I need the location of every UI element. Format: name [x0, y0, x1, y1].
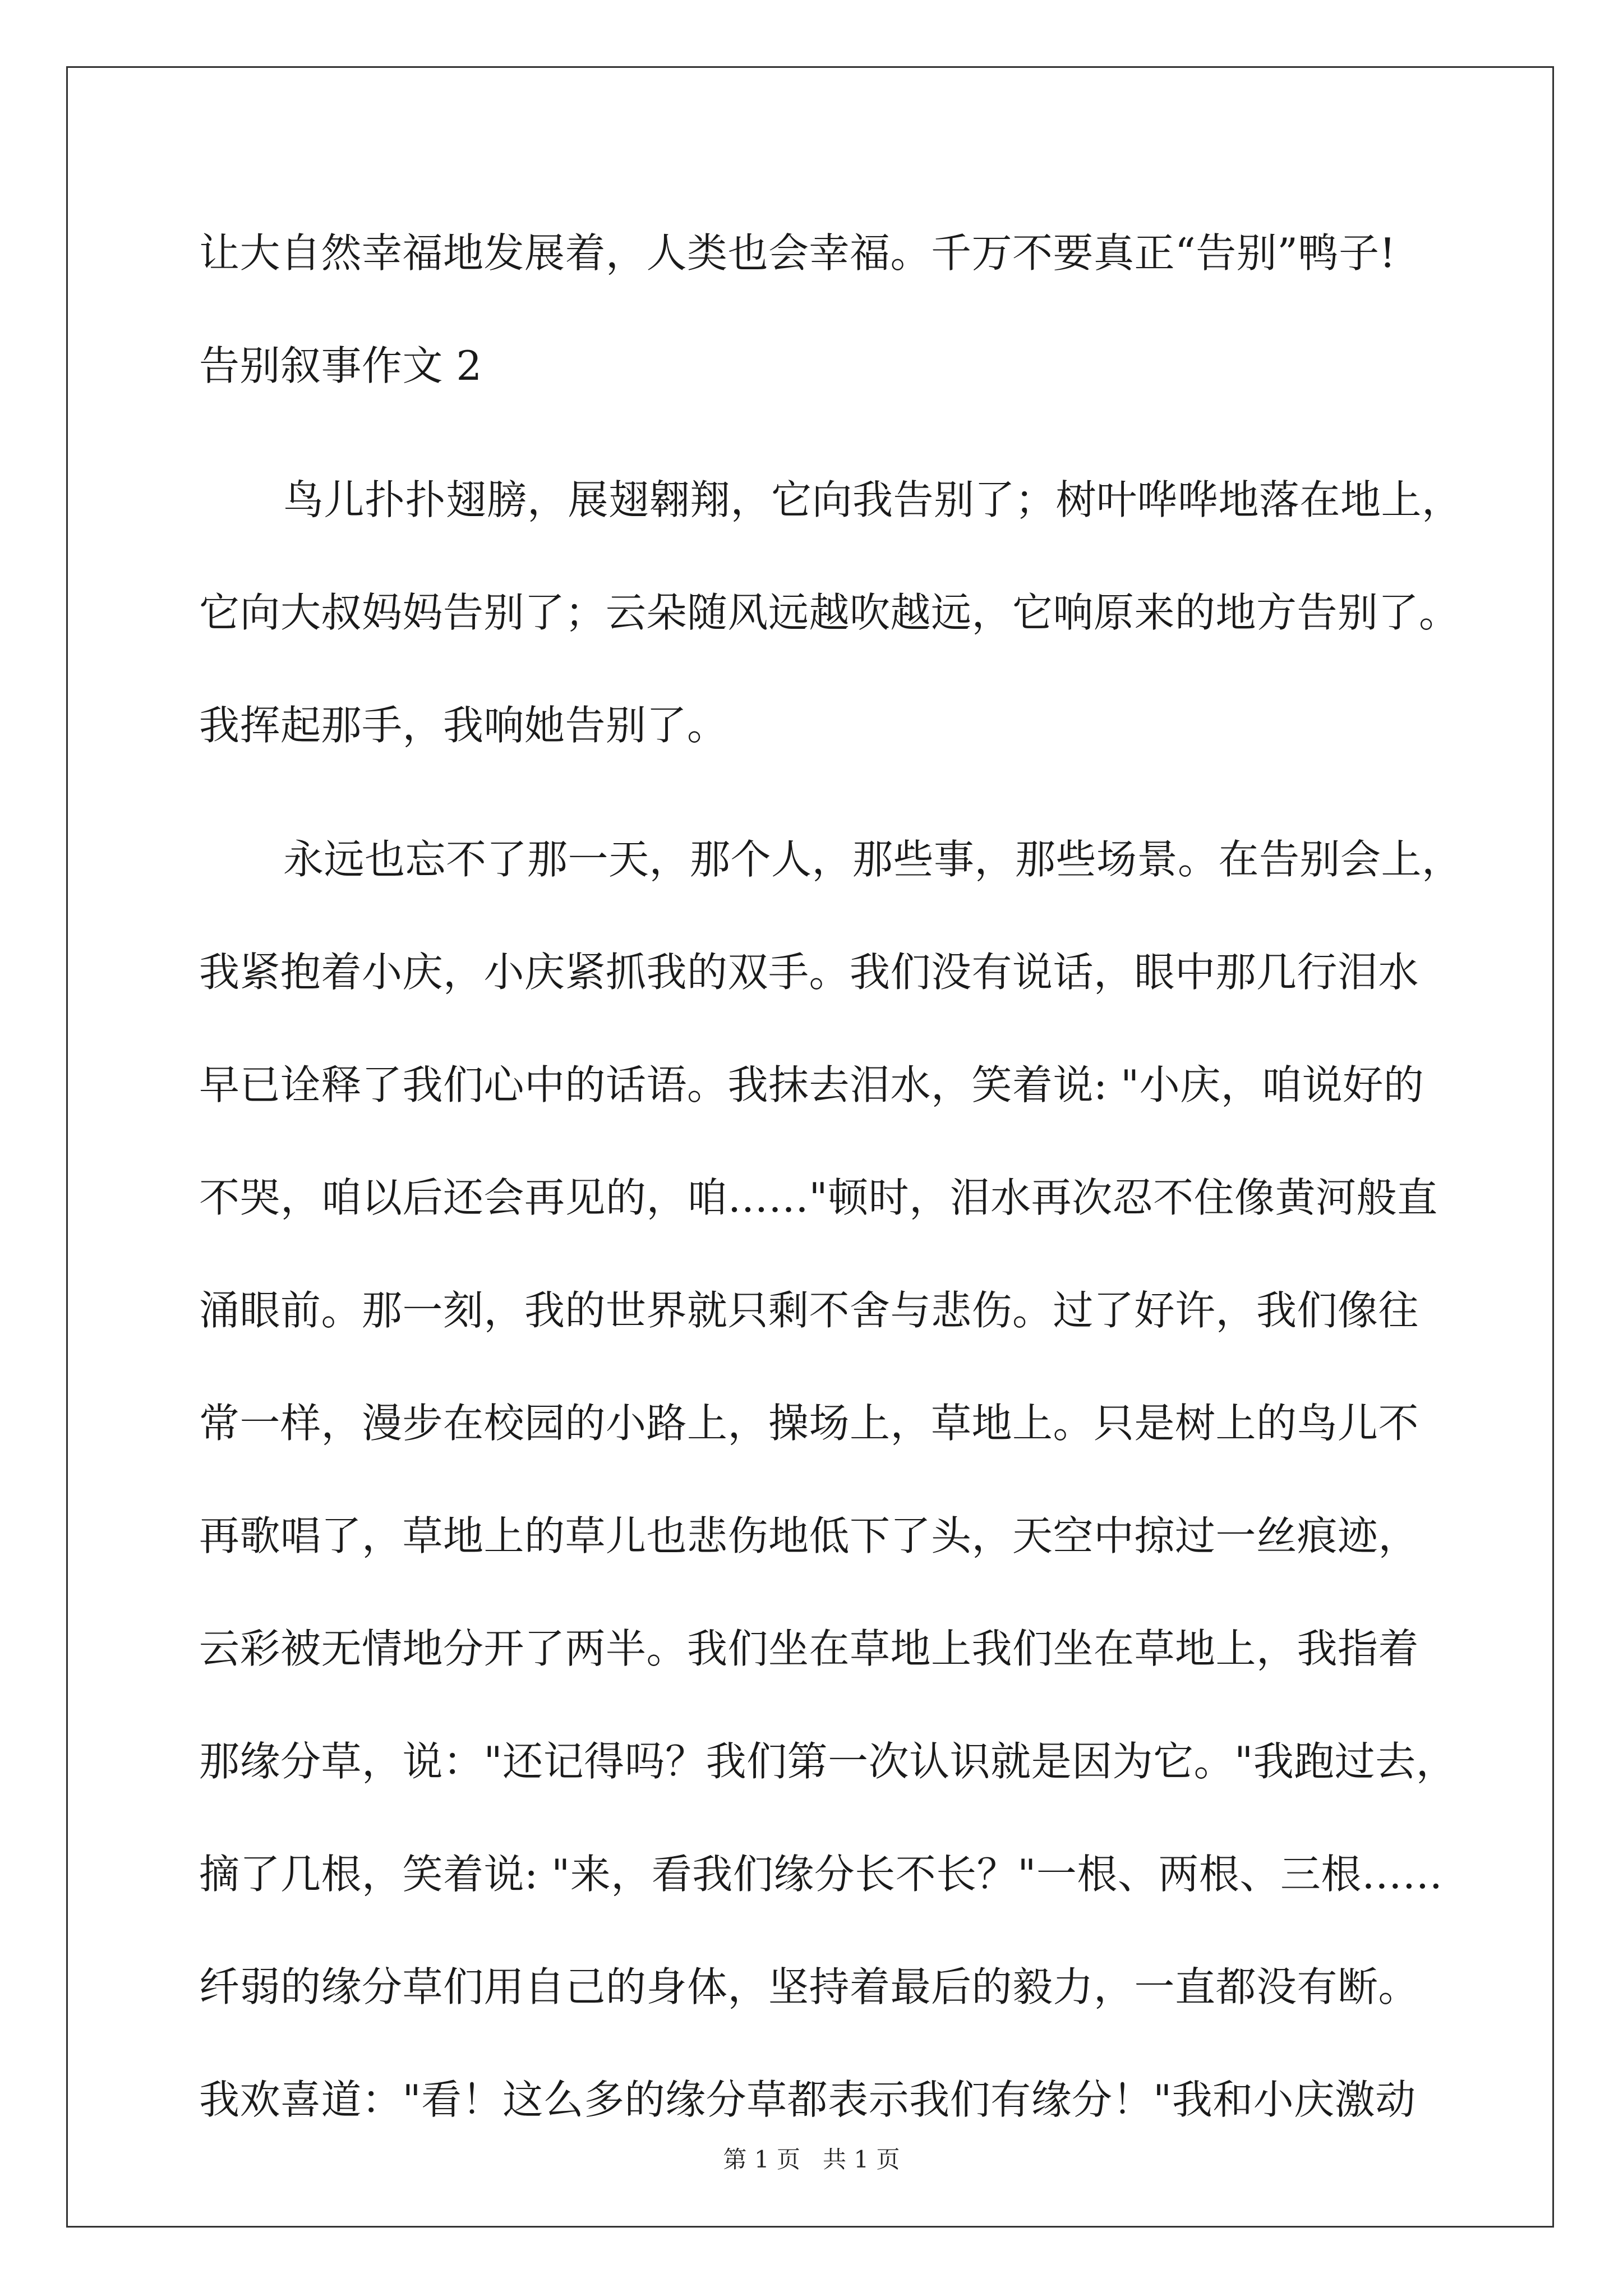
text-line: 常一样，漫步在校园的小路上，操场上，草地上。只是树上的鸟儿不: [199, 1400, 1419, 1447]
text-line: 它向大叔妈妈告别了；云朵随风远越吹越远，它响原来的地方告别了。: [199, 589, 1460, 636]
page-number: 第 1 页: [723, 2146, 800, 2173]
text-line: 摘了几根，笑着说: "来，看我们缘分长不长？"一根、两根、三根……: [199, 1851, 1443, 1898]
text-line: 不哭，咱以后还会再见的，咱……"顿时，泪水再次忍不住像黄河般直: [199, 1174, 1438, 1221]
paragraph-gap: [199, 430, 1455, 452]
paragraph-first-line: 永远也忘不了那一天，那个人，那些事，那些场景。在告别会上，: [283, 836, 1463, 883]
text-line: 我欢喜道："看！这么多的缘分草都表示我们有缘分！"我和小庆激动: [199, 2076, 1416, 2123]
text-line: 那缘分草，说："还记得吗？我们第一次认识就是因为它。"我跑过去，: [199, 1738, 1457, 1785]
text-line: 让大自然幸福地发展着，人类也会幸福。千万不要真正“告别”鸭子!: [199, 229, 1396, 277]
document-body: [199, 205, 1463, 2164]
text-line: 纤弱的缘分草们用自己的身体，坚持着最后的毅力，一直都没有断。: [199, 1963, 1419, 2010]
text-line: 云彩被无情地分开了两半。我们坐在草地上我们坐在草地上，我指着: [199, 1625, 1419, 1672]
paragraph-first-line: 鸟儿扑扑翅膀，展翅翱翔，它向我告别了；树叶哗哗地落在地上，: [283, 476, 1463, 523]
text-line: 我挥起那手，我响她告别了。: [199, 702, 728, 749]
page-total: 共 1 页: [823, 2146, 900, 2173]
section-heading: 告别叙事作文 2: [199, 342, 482, 389]
text-line: 再歌唱了，草地上的草儿也悲伤地低下了头，天空中掠过一丝痕迹，: [199, 1512, 1419, 1559]
text-line: 涌眼前。那一刻，我的世界就只剩不舍与悲伤。过了好许，我们像往: [199, 1287, 1419, 1334]
paragraph-gap: [199, 790, 1455, 811]
text-line: 早已诠释了我们心中的话语。我抹去泪水，笑着说: "小庆，咱说好的: [199, 1061, 1424, 1108]
page-footer: [0, 2143, 1623, 2177]
text-line: 我紧抱着小庆，小庆紧抓我的双手。我们没有说话，眼中那几行泪水: [199, 949, 1419, 996]
